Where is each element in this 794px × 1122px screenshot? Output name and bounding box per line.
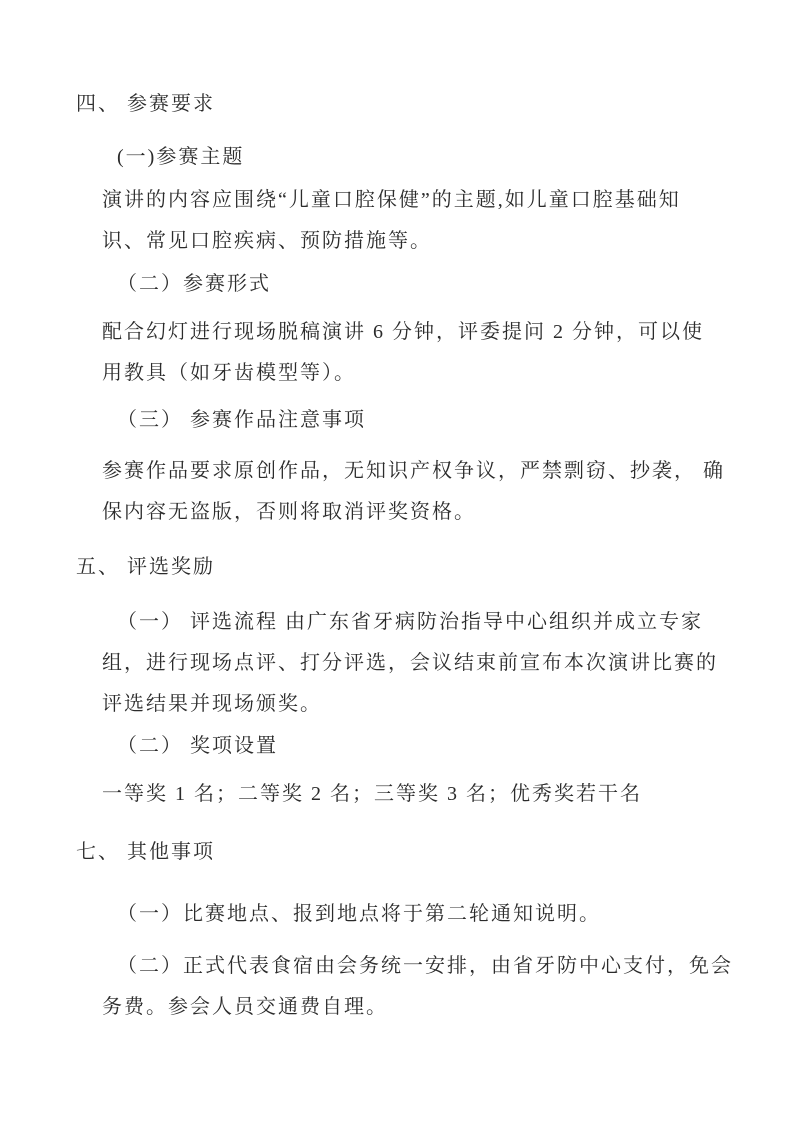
subheading-line: （一）比赛地点、报到地点将于第二轮通知说明。 <box>117 903 601 925</box>
section-selection-awards <box>0 547 794 815</box>
section-heading: 七、 其他事项 <box>76 841 215 863</box>
section-heading: 五、 评选奖励 <box>76 556 215 578</box>
paragraph-entry-format-title <box>0 264 794 305</box>
paragraph-entry-theme-body <box>0 180 794 262</box>
body-line: 演讲的内容应围绕“儿童口腔保健”的主题,如儿童口腔基础知 <box>102 189 681 211</box>
body-line: 识、常见口腔疾病、预防措施等。 <box>102 230 432 252</box>
subheading-line: （二）正式代表食宿由会务统一安排，由省牙防中心支付，免会 <box>117 955 733 977</box>
paragraph-accommodation <box>0 946 794 1028</box>
section-other-matters <box>0 832 794 1028</box>
paragraph-entry-format-body <box>0 312 794 394</box>
paragraph-entry-theme-title <box>0 137 794 178</box>
paragraph-selection-process <box>0 602 794 725</box>
body-line: 一等奖 1 名；二等奖 2 名；三等奖 3 名；优秀奖若干名 <box>102 783 642 805</box>
subheading-line: (一)参赛主题 <box>117 146 245 168</box>
section-entry-requirements <box>0 84 794 533</box>
body-line: 配合幻灯进行现场脱稿演讲 6 分钟，评委提问 2 分钟，可以使 <box>102 321 704 343</box>
subheading-line: （二） 奖项设置 <box>117 735 278 757</box>
subheading-line: （一） 评选流程 由广东省牙病防治指导中心组织并成立专家 <box>117 611 703 633</box>
paragraph-awards-body <box>0 774 794 815</box>
body-line: 用教具（如牙齿模型等）。 <box>102 362 356 384</box>
body-line: 务费。参会人员交通费自理。 <box>102 996 388 1018</box>
body-line: 参赛作品要求原创作品，无知识产权争议，严禁剽窃、抄袭， 确 <box>102 460 725 482</box>
body-line: 组，进行现场点评、打分评选，会议结束前宣布本次演讲比赛的 <box>102 652 718 674</box>
paragraph-venue-notice <box>0 894 794 935</box>
paragraph-entry-notes-title <box>0 400 794 441</box>
paragraph-entry-notes-body <box>0 451 794 533</box>
section-heading: 四、 参赛要求 <box>76 93 215 115</box>
body-line: 保内容无盗版，否则将取消评奖资格。 <box>102 501 476 523</box>
subheading-line: （二）参赛形式 <box>117 273 271 295</box>
subheading-line: （三） 参赛作品注意事项 <box>117 409 366 431</box>
paragraph-awards-title <box>0 726 794 767</box>
body-line: 评选结果并现场颁奖。 <box>102 693 322 715</box>
